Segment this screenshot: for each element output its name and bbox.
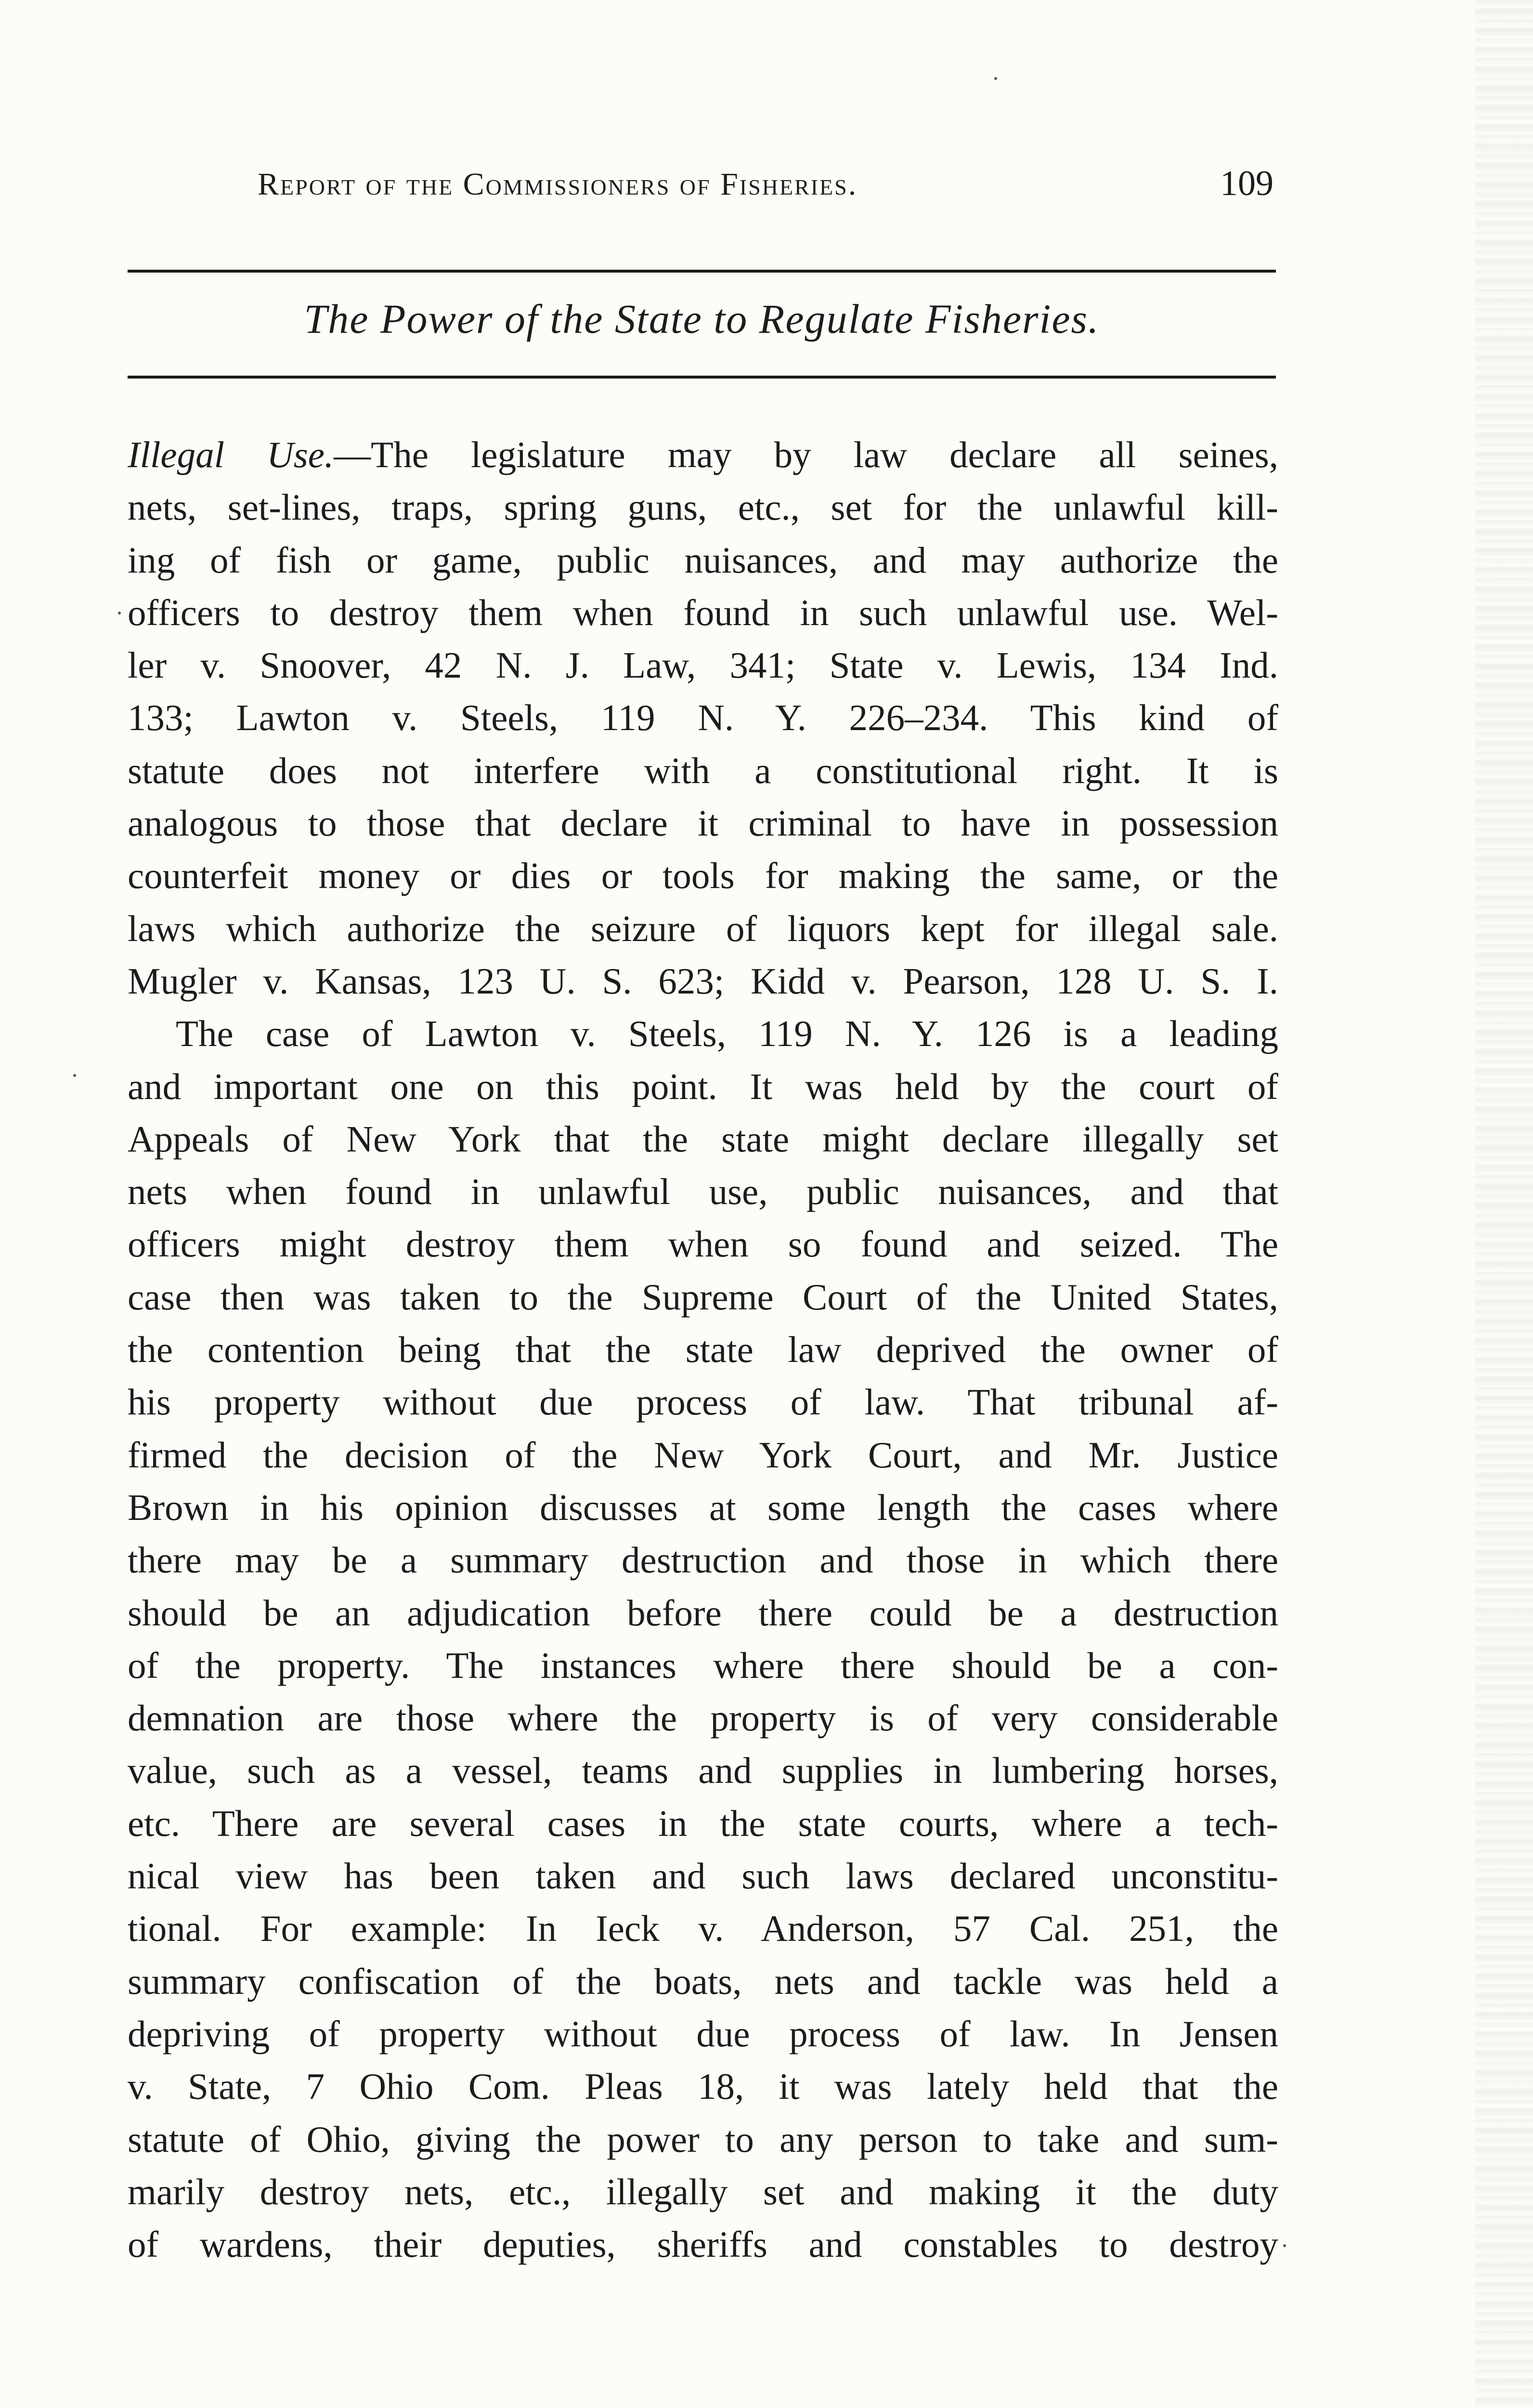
running-head <box>258 166 1273 219</box>
text-line: and important one on this point. It was held by the court of <box>128 1065 1278 1107</box>
text-line: nical view has been taken and such laws declared unconstitu- <box>128 1855 1278 1897</box>
text-line: ing of fish or game, public nuisances, and may authorize the <box>128 539 1278 581</box>
text-line: v. State, 7 Ohio Com. Pleas 18, it was lately held that the <box>128 2066 1278 2107</box>
text-line: marily destroy nets, etc., illegally set and making it the duty <box>128 2171 1278 2212</box>
scan-edge-shading <box>1475 0 1533 2408</box>
text-line: etc. There are several cases in the state courts, where a tech- <box>128 1802 1278 1844</box>
text-line: of the property. The instances where there should be a con- <box>128 1644 1278 1686</box>
scan-speck <box>994 77 997 80</box>
page-number: 109 <box>1220 164 1273 203</box>
text-line: value, such as a vessel, teams and supplies in lumbering horses, <box>128 1750 1278 1792</box>
text-line: officers might destroy them when so found and seized. The <box>128 1223 1278 1265</box>
text-line: nets, set-lines, traps, spring guns, etc., set for the unlawful kill- <box>128 486 1278 528</box>
text-line: nets when found in unlawful use, public nuisances, and that <box>128 1171 1278 1213</box>
text-line: demnation are those where the property is of very considerable <box>128 1697 1278 1739</box>
text-line: officers to destroy them when found in such unlawful use. Wel- <box>128 591 1278 633</box>
text-line <box>128 429 1278 481</box>
text-line: should be an adjudication before there could be a destruction <box>128 1592 1278 1634</box>
text-line: Appeals of New York that the state might declare illegally set <box>128 1118 1278 1160</box>
text-line-rest: —The legislature may by law declare all seines, <box>334 434 1278 475</box>
text-line: counterfeit money or dies or tools for making the same, or the <box>128 855 1278 897</box>
text-line: the contention being that the state law deprived the owner of <box>128 1329 1278 1371</box>
scan-speck <box>118 612 121 615</box>
bottom-rule <box>128 376 1276 379</box>
text-line: firmed the decision of the New York Court, and Mr. Justice <box>128 1434 1278 1476</box>
running-title: Report of the Commissioners of Fisheries. <box>258 167 858 202</box>
text-line: statute of Ohio, giving the power to any person to take and sum- <box>128 2118 1278 2160</box>
text-line: of wardens, their deputies, sheriffs and constables to destroy <box>128 2224 1278 2265</box>
text-line: The case of Lawton v. Steels, 119 N. Y. 126 is a leading <box>176 1013 1278 1055</box>
text-line: analogous to those that declare it criminal to have in possession <box>128 802 1278 844</box>
body-text <box>128 429 1278 2271</box>
text-line: tional. For example: In Ieck v. Anderson, 57 Cal. 251, the <box>128 1908 1278 1950</box>
top-rule <box>128 270 1276 273</box>
text-line: depriving of property without due process of law. In Jensen <box>128 2013 1278 2055</box>
text-line: Mugler v. Kansas, 123 U. S. 623; Kidd v. Pearson, 128 U. S. I. <box>128 960 1278 1002</box>
scan-speck <box>73 1074 76 1077</box>
text-line: there may be a summary destruction and those in which there <box>128 1539 1278 1581</box>
text-line: statute does not interfere with a constitutional right. It is <box>128 749 1278 791</box>
text-line: Brown in his opinion discusses at some length the cases where <box>128 1486 1278 1528</box>
paragraph-label: Illegal Use. <box>128 434 334 475</box>
text-line: laws which authorize the seizure of liquors kept for illegal sale. <box>128 907 1278 949</box>
section-title: The Power of the State to Regulate Fisheries. <box>304 296 1100 342</box>
scan-speck <box>1283 2244 1286 2247</box>
text-line: ler v. Snoover, 42 N. J. Law, 341; State v. Lewis, 134 Ind. <box>128 644 1278 686</box>
text-line: summary confiscation of the boats, nets and tackle was held a <box>128 1960 1278 2002</box>
text-line: 133; Lawton v. Steels, 119 N. Y. 226–234. This kind of <box>128 697 1278 739</box>
text-line: his property without due process of law. That tribunal af- <box>128 1381 1278 1423</box>
text-line: case then was taken to the Supreme Court of the United States, <box>128 1276 1278 1318</box>
